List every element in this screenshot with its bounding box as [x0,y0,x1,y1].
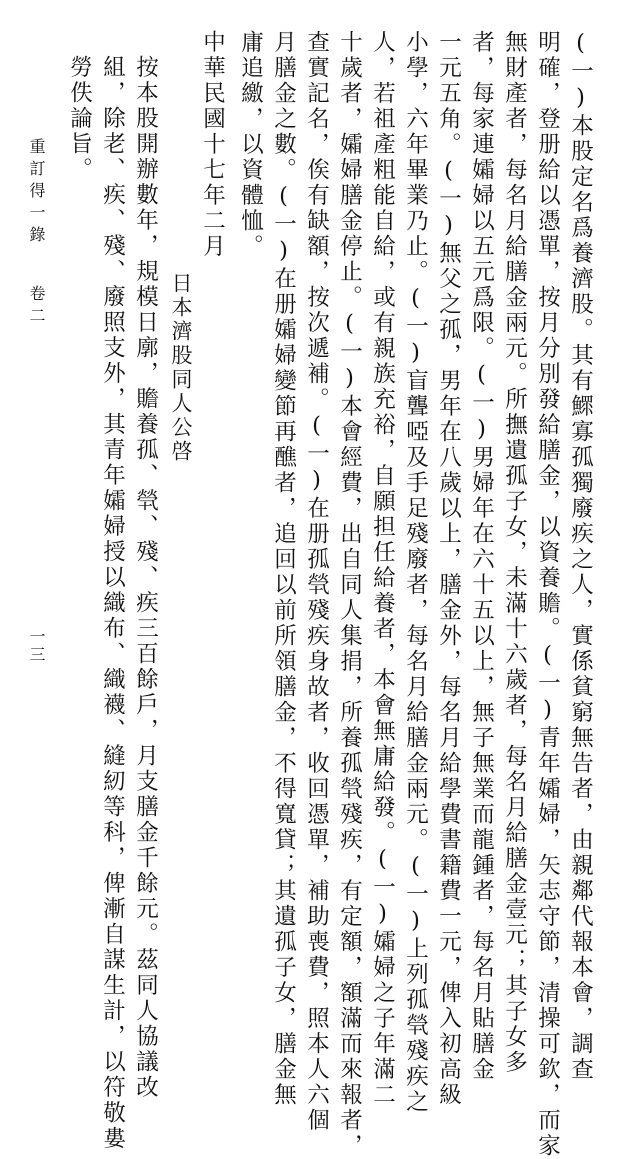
note-column-3: 勞佚論旨。 [66,55,93,183]
date-line: 中華民國十七年二月 [199,30,226,260]
body-column-7: 人，若祖產粗能自給，或有親族充裕，自願担任給養者，本會無庸給發。(一)孀婦之子年滿二 [369,30,396,1108]
body-column-4: 者，每家連孀婦以五元爲限。(一)男婦年在六十五以上，無子無業而龍鍾者，每名月貼膳金 [468,30,495,1083]
issuer-signature: 日本濟股同人公啓 [169,272,193,464]
body-column-10: 月膳金之數。(一)在册孀婦變節再醮者，追回以前所領膳金，不得寬貸；其遺孤子女，膳金無 [270,30,297,1108]
body-column-6: 小學，六年畢業乃止。(一)盲聾啞及手足殘廢者，每名月給膳金兩元。(一)上列孤煢殘疾之 [402,30,429,1115]
book-title: 重訂得一錄 [27,138,46,248]
body-column-11: 庸追繳，以資體恤。 [237,30,264,260]
body-column-5: 一元五角。(一)無父之孤，男年在八歲以上，膳金外，每名月給學費書籍費一元，俾入初高級 [435,30,462,1108]
body-column-3: 無財產者，每名月給膳金兩元。所撫遺孤子女，未滿十六歲者，每名月給膳金壹元；其子女多 [501,30,528,1076]
note-column-1: 按本股開辦數年，規模日廓，贍養孤、煢、殘、疾三百餘戶，月支膳金千餘元。茲同人協議改 [132,55,159,1101]
body-column-8: 十歲者，孀婦膳金停止。(一)本會經費，出自同人集捐，所養孤煢殘疾，有定額，額滿而來報者， [336,30,363,1159]
body-column-9: 查實記名，俟有缺額，按次遞補。(一)在册孤煢殘疾身故者，收回憑單，補助喪費，照本人六個 [303,30,330,1134]
body-column-1: (一)本股定名爲養濟股。其有鰥寡孤獨廢疾之人，實係貧窮無告者，由親鄰代報本會，調查 [567,30,594,1083]
body-column-2: 明確，登册給以憑單，按月分別發給膳金，以資養贍。(一)青年孀婦，矢志守節，清操可欽，而家 [534,30,561,1159]
volume-label: 卷二 [27,285,46,329]
page-number: 一三 [27,628,46,664]
note-column-2: 組，除老、疾、殘、廢照支外，其青年孀婦授以織布、織襪、縫紉等科，俾漸自謀生計，以符敬婁 [99,55,126,1152]
